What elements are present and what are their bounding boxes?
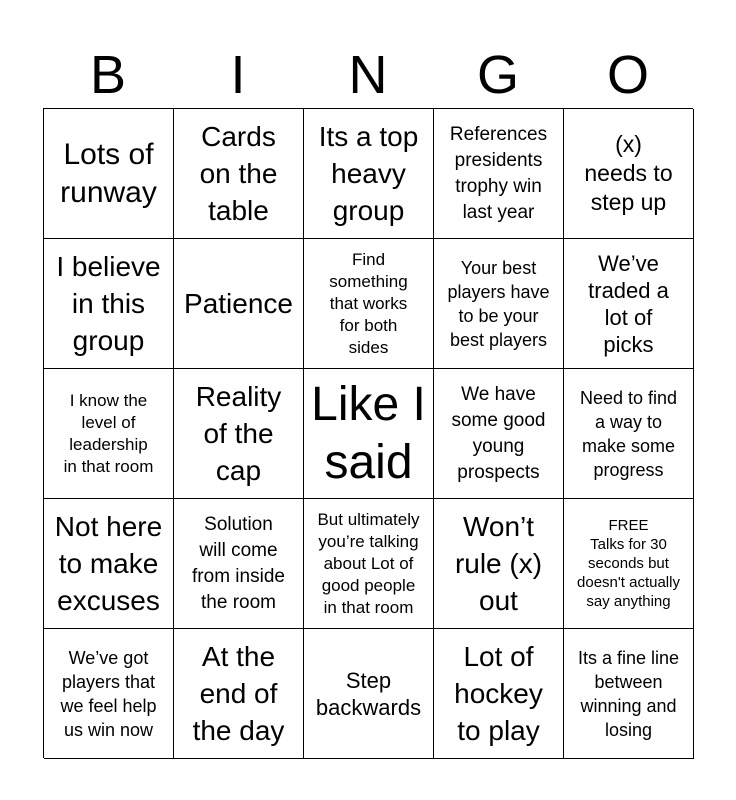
header-letter-b: B: [89, 45, 127, 105]
bingo-cell-r2c3[interactable]: Find something that works for both sides: [304, 239, 434, 369]
bingo-cell-r1c2[interactable]: Cards on the table: [174, 109, 304, 239]
bingo-cell-r4c1[interactable]: Not here to make excuses: [44, 499, 174, 629]
bingo-cell-r2c1[interactable]: I believe in this group: [44, 239, 174, 369]
bingo-cell-r4c5-free[interactable]: FREE Talks for 30 seconds but doesn't actually say anything: [564, 499, 694, 629]
bingo-cell-r1c4[interactable]: References presidents trophy win last year: [434, 109, 564, 239]
bingo-cell-r2c5[interactable]: We’ve traded a lot of picks: [564, 239, 694, 369]
bingo-cell-r4c2[interactable]: Solution will come from inside the room: [174, 499, 304, 629]
header-letter-n: N: [348, 45, 388, 105]
bingo-cell-r5c5[interactable]: Its a fine line between winning and losing: [564, 629, 694, 759]
bingo-cell-r5c3[interactable]: Step backwards: [304, 629, 434, 759]
bingo-cell-r5c4[interactable]: Lot of hockey to play: [434, 629, 564, 759]
bingo-cell-r2c2[interactable]: Patience: [174, 239, 304, 369]
bingo-cell-r3c1[interactable]: I know the level of leadership in that room: [44, 369, 174, 499]
bingo-cell-r3c3[interactable]: Like I said: [304, 369, 434, 499]
bingo-header: [43, 42, 693, 108]
bingo-cell-r3c2[interactable]: Reality of the cap: [174, 369, 304, 499]
bingo-cell-r2c4[interactable]: Your best players have to be your best players: [434, 239, 564, 369]
bingo-grid: [43, 108, 693, 758]
header-letter-o: O: [606, 45, 649, 105]
bingo-cell-r1c3[interactable]: Its a top heavy group: [304, 109, 434, 239]
bingo-cell-r4c3[interactable]: But ultimately you’re talking about Lot of good people in that room: [304, 499, 434, 629]
header-letter-i: I: [230, 45, 246, 105]
bingo-cell-r1c5[interactable]: (x) needs to step up: [564, 109, 694, 239]
bingo-cell-r1c1[interactable]: Lots of runway: [44, 109, 174, 239]
bingo-cell-r3c5[interactable]: Need to find a way to make some progress: [564, 369, 694, 499]
header-letter-g: G: [476, 45, 519, 105]
bingo-cell-r4c4[interactable]: Won’t rule (x) out: [434, 499, 564, 629]
bingo-cell-r3c4[interactable]: We have some good young prospects: [434, 369, 564, 499]
bingo-cell-r5c1[interactable]: We’ve got players that we feel help us win now: [44, 629, 174, 759]
bingo-cell-r5c2[interactable]: At the end of the day: [174, 629, 304, 759]
